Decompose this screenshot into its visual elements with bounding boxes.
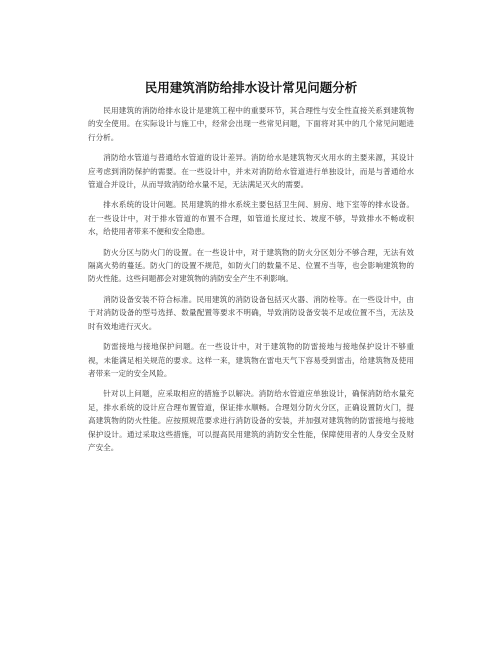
paragraph-fire-equipment: 消防设备安装不符合标准。民用建筑的消防设备包括灭火器、消防栓等。在一些设计中，由于对消防设备的型号选择、数量配置等要求不明确，导致消防设备安装不足或位置不当，无法及时有效地进行灭火。 (88, 294, 414, 331)
paragraph-solutions: 针对以上问题，应采取相应的措施予以解决。消防给水管道应单独设计，确保消防给水量充足，排水系统的设计应合理布置管道，保证排水顺畅。合理划分防火分区，正确设置防火门，提高建筑物的防火性能。应按照规范要求进行消防设备的安装，并加强对建筑物的防雷接地与接地保护设计。通过采取这些措施，可以提高民用建筑的消防安全性能，保障使用者的人身安全及财产安全。 (88, 389, 414, 452)
paragraph-fire-water-pipes: 消防给水管道与普通给水管道的设计差异。消防给水是建筑物灭火用水的主要来源，其设计应考虑到消防保护的需要。在一些设计中，并未对消防给水管道进行单独设计，而是与普通给水管道合并设计，从而导致消防给水量不足，无法满足灭火的需要。 (88, 153, 414, 190)
document-body (88, 104, 414, 461)
paragraph-lightning-grounding: 防雷接地与接地保护问题。在一些设计中，对于建筑物的防雷接地与接地保护设计不够重视，未能满足相关规范的要求。这样一来，建筑物在雷电天气下容易受到雷击，给建筑物及使用者带来一定的安全风险。 (88, 342, 414, 378)
paragraph-fire-compartments: 防火分区与防火门的设置。在一些设计中，对于建筑物的防火分区划分不够合理，无法有效隔离火势的蔓延。防火门的设置不规范，如防火门的数量不足、位置不当等，也会影响建筑物的防火性能。这些问题都会对建筑物的消防安全产生不利影响。 (88, 247, 414, 284)
document-title: 民用建筑消防给排水设计常见问题分析 (144, 80, 358, 95)
paragraph-drainage-system: 排水系统的设计问题。民用建筑的排水系统主要包括卫生间、厨房、地下室等的排水设备。在一些设计中，对于排水管道的布置不合理，如管道长度过长、坡度不够，导致排水不畅或积水，给使用者带来不便和安全隐患。 (88, 200, 414, 237)
paragraph-intro: 民用建筑的消防给排水设计是建筑工程中的重要环节，其合理性与安全性直接关系到建筑物的安全使用。在实际设计与施工中，经常会出现一些常见问题，下面将对其中的几个常见问题进行分析。 (88, 106, 414, 142)
